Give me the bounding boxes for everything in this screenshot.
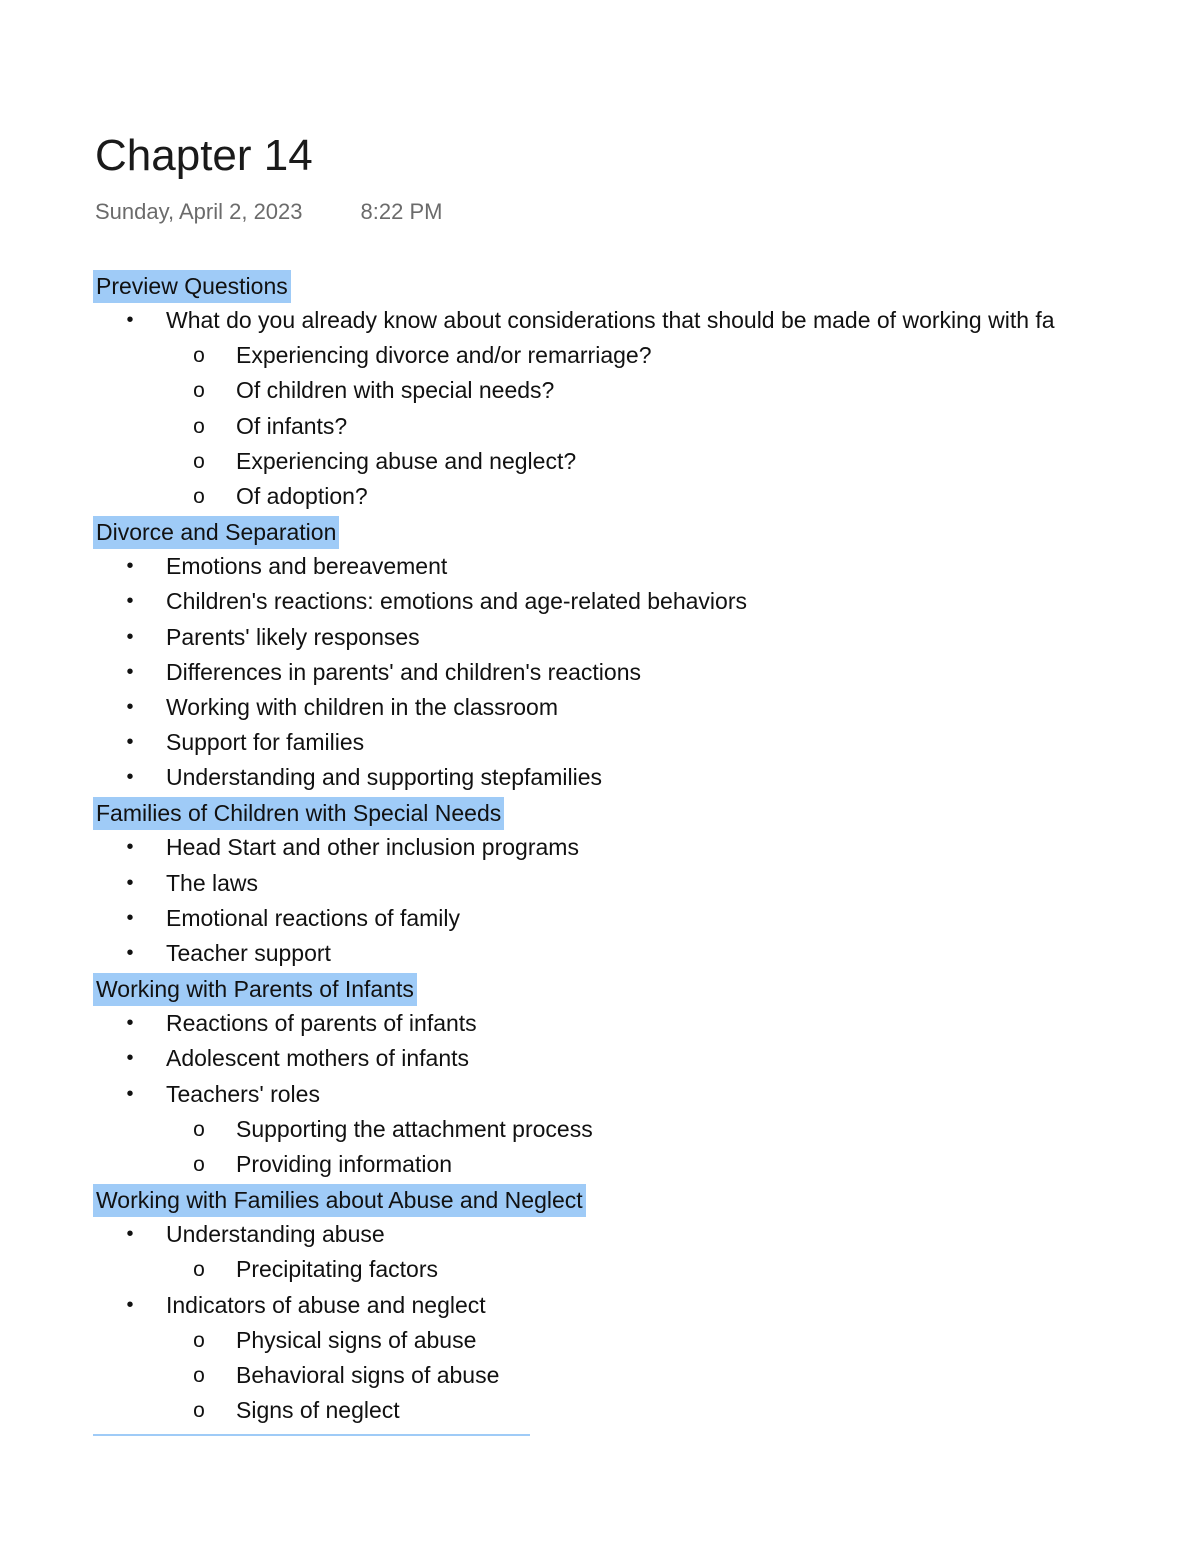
list-item (93, 1041, 1200, 1076)
section-heading-row (93, 971, 1200, 1006)
section-heading: Working with Parents of Infants (93, 973, 417, 1006)
list-item-text: Adolescent mothers of infants (166, 1045, 469, 1072)
section-heading: Preview Questions (93, 270, 291, 303)
list-item-text: Differences in parents' and children's reactions (166, 658, 642, 685)
section-heading-row (93, 268, 1200, 303)
sub-bullet-icon: o (193, 484, 205, 508)
list-item-text: Precipitating factors (236, 1256, 438, 1283)
list-item (93, 1393, 1200, 1428)
list-item (93, 584, 1200, 619)
list-item-text: Head Start and other inclusion programs (166, 834, 579, 861)
section-heading: Divorce and Separation (93, 516, 339, 549)
list-item-text: Experiencing abuse and neglect? (236, 447, 577, 474)
section-heading: Working with Families about Abuse and Neglect (93, 1184, 586, 1217)
bullet-icon: • (126, 309, 134, 331)
bullet-icon: • (126, 590, 134, 613)
list-item (93, 936, 1200, 971)
list-item-text: What do you already know about considerations that should be made of working with fa (166, 307, 1055, 333)
list-item-text: Teacher support (166, 940, 331, 966)
list-item (93, 479, 1200, 514)
list-item-text: Children's reactions: emotions and age-related behaviors (166, 588, 747, 615)
list-item (93, 373, 1200, 408)
list-item (93, 1288, 1200, 1323)
bullet-icon: • (126, 731, 134, 754)
list-item (93, 549, 1200, 584)
section-heading-row (93, 1182, 1200, 1217)
list-item (93, 620, 1200, 655)
bullet-icon: • (126, 942, 134, 964)
list-item (93, 760, 1200, 795)
list-item-text: Physical signs of abuse (236, 1326, 477, 1353)
section-heading: Families of Children with Special Needs (93, 797, 504, 830)
bullet-icon: • (126, 1047, 134, 1070)
list-item-text: Support for families (166, 729, 365, 756)
outline-section (93, 795, 1200, 971)
list-item (93, 1006, 1200, 1041)
sub-bullet-icon: o (193, 1328, 205, 1352)
list-item (93, 830, 1200, 865)
list-item (93, 1358, 1200, 1393)
page-date: Sunday, April 2, 2023 (95, 199, 303, 224)
list-item (93, 901, 1200, 936)
bullet-icon: • (126, 766, 134, 789)
sub-bullet-icon: o (193, 1399, 205, 1423)
list-item (93, 338, 1200, 373)
bullet-icon: • (126, 1012, 134, 1035)
list-item (93, 409, 1200, 444)
list-item (93, 655, 1200, 690)
sub-bullet-icon: o (193, 344, 205, 368)
sub-bullet-icon: o (193, 449, 205, 473)
sub-bullet-icon: o (193, 414, 205, 438)
list-item (93, 1112, 1200, 1147)
bullet-icon: • (126, 1223, 134, 1246)
sub-bullet-icon: o (193, 1258, 205, 1282)
sub-bullet-icon: o (193, 379, 205, 403)
list-item-text: Reactions of parents of infants (166, 1010, 477, 1037)
bullet-icon: • (126, 625, 134, 648)
list-item (93, 444, 1200, 479)
list-item (93, 690, 1200, 725)
list-item-text: Working with children in the classroom (166, 693, 559, 720)
list-item (93, 1217, 1200, 1252)
outline-section (93, 268, 1200, 514)
list-item-text: Signs of neglect (236, 1397, 400, 1424)
bullet-icon: • (126, 660, 134, 683)
list-item-text: Emotions and bereavement (166, 553, 448, 580)
list-item (93, 725, 1200, 760)
list-item (93, 866, 1200, 901)
bullet-icon: • (126, 836, 134, 859)
list-item-text: Of children with special needs? (236, 377, 555, 404)
bullet-icon: • (126, 555, 134, 578)
sub-bullet-icon: o (193, 1363, 205, 1387)
list-item-text: Of adoption? (236, 482, 368, 509)
list-item-text: Experiencing divorce and/or remarriage? (236, 342, 652, 369)
list-item (93, 1147, 1200, 1182)
section-underline (93, 1434, 530, 1436)
list-item-text: Supporting the attachment process (236, 1115, 593, 1142)
list-item-text: Parents' likely responses (166, 623, 420, 650)
page-time: 8:22 PM (360, 199, 443, 224)
outline-section (93, 514, 1200, 795)
list-item-text: The laws (166, 869, 259, 896)
list-item-text: Understanding abuse (166, 1221, 385, 1248)
bullet-icon: • (126, 906, 134, 929)
bullet-icon: • (126, 695, 134, 718)
sub-bullet-icon: o (193, 1152, 205, 1176)
outline-section (93, 971, 1200, 1182)
bullet-icon: • (126, 1293, 134, 1316)
note-outline (93, 268, 1200, 1428)
page-timestamp (95, 199, 442, 225)
bullet-icon: • (126, 1082, 134, 1105)
list-item (93, 1077, 1200, 1112)
list-item-text: Indicators of abuse and neglect (166, 1291, 486, 1318)
page-title: Chapter 14 (95, 131, 313, 180)
sub-bullet-icon: o (193, 1117, 205, 1141)
list-item-text: Emotional reactions of family (166, 904, 461, 931)
section-heading-row (93, 795, 1200, 830)
list-item-text: Behavioral signs of abuse (236, 1361, 500, 1388)
list-item (93, 1252, 1200, 1287)
list-item (93, 303, 1200, 338)
list-item-text: Understanding and supporting stepfamilies (166, 764, 602, 791)
list-item-text: Teachers' roles (166, 1080, 320, 1107)
list-item-text: Of infants? (236, 412, 348, 439)
list-item-text: Providing information (236, 1150, 453, 1177)
section-heading-row (93, 514, 1200, 549)
list-item (93, 1323, 1200, 1358)
outline-section (93, 1182, 1200, 1428)
bullet-icon: • (126, 871, 134, 894)
